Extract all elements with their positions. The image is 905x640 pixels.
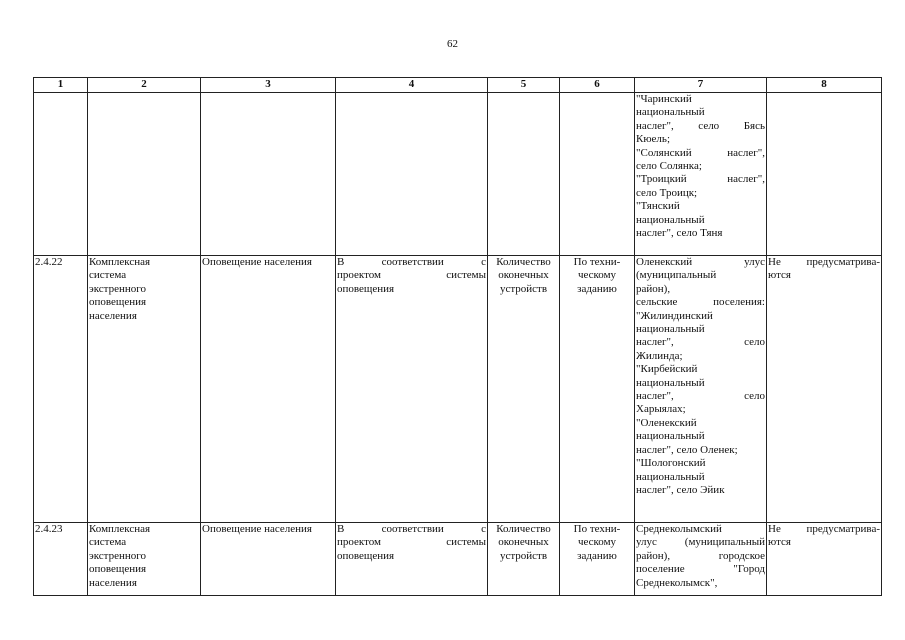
location-line: наслег", село Тяня — [636, 227, 723, 240]
column-header: 3 — [201, 78, 336, 93]
location-line: национальный — [636, 376, 705, 389]
purpose-cell — [201, 93, 336, 256]
measure-line: устройств — [499, 549, 548, 562]
location-line: район), — [636, 282, 671, 295]
zone-cell — [767, 523, 882, 596]
table-row — [34, 93, 882, 256]
location-line: "Жилиндинский — [636, 309, 713, 322]
table-row — [34, 523, 882, 596]
quantity-cell — [560, 523, 635, 596]
zone-line: Не предусматрива- — [768, 256, 880, 268]
purpose-text: Оповещение населения — [202, 256, 312, 268]
basis-line: оповещения — [337, 549, 395, 562]
system-name-line: оповещения — [89, 296, 147, 309]
zone-line: Не предусматрива- — [768, 523, 880, 535]
measure-line: оконечных — [498, 536, 549, 549]
system-name-line: оповещения — [89, 563, 147, 576]
system-name-line: Комплексная — [89, 523, 151, 535]
location-line: наслег", село Бясь — [636, 119, 765, 132]
basis-line: проектом системы — [337, 536, 486, 549]
location-line: национальный — [636, 430, 705, 443]
measure-line: Количество — [496, 523, 551, 535]
location-line: село Троицк; — [636, 186, 698, 199]
location-line: поселение "Город — [636, 563, 765, 576]
location-line: "Троицкий наслег", — [636, 173, 765, 186]
quantity-line: ческому — [577, 536, 617, 549]
measure-line: Количество — [496, 256, 551, 268]
table-row — [34, 256, 882, 523]
table-body — [34, 93, 882, 596]
quantity-line: По техни- — [573, 256, 621, 268]
location-line: наслег", село Эйик — [636, 483, 725, 496]
column-header: 5 — [488, 78, 560, 93]
zone-cell — [767, 256, 882, 523]
location-line: (муниципальный — [636, 269, 717, 282]
system-name-cell — [88, 256, 201, 523]
quantity-cell — [560, 256, 635, 523]
location-line: "Тянский — [636, 200, 680, 213]
basis-line: В соответствии с — [337, 256, 486, 268]
location-line: национальный — [636, 470, 705, 483]
location-line: национальный — [636, 213, 705, 226]
document-table — [33, 77, 882, 596]
item-number-cell: 2.4.22 — [34, 256, 88, 523]
column-header: 1 — [34, 78, 88, 93]
basis-line: оповещения — [337, 282, 395, 295]
purpose-text: Оповещение населения — [202, 523, 312, 535]
table-header-row — [34, 78, 882, 93]
system-name-cell — [88, 93, 201, 256]
quantity-cell — [560, 93, 635, 256]
location-line: "Солянский наслег", — [636, 146, 765, 159]
quantity-line: заданию — [577, 282, 617, 295]
measure-line: оконечных — [498, 269, 549, 282]
system-name-line: экстренного — [89, 282, 147, 295]
location-line: Среднеколымск", — [636, 576, 718, 589]
item-number-cell: 2.4.23 — [34, 523, 88, 596]
system-name-line: система — [89, 269, 127, 282]
basis-cell — [336, 523, 488, 596]
location-line: наслег", село Оленек; — [636, 443, 738, 456]
location-line: район), городское — [636, 549, 765, 562]
location-line: "Шологонский — [636, 457, 706, 470]
zone-cell — [767, 93, 882, 256]
system-name-line: Комплексная — [89, 256, 151, 268]
location-line: национальный — [636, 323, 705, 336]
measure-cell — [488, 93, 560, 256]
purpose-cell — [201, 523, 336, 596]
location-line: Жилинда; — [636, 349, 683, 362]
location-line: "Чаринский — [636, 93, 692, 105]
system-name-cell — [88, 523, 201, 596]
system-name-line: населения — [89, 309, 137, 322]
measure-cell — [488, 523, 560, 596]
item-number-cell — [34, 93, 88, 256]
basis-cell — [336, 256, 488, 523]
purpose-cell — [201, 256, 336, 523]
location-line: село Солянка; — [636, 160, 702, 173]
location-line: улус (муниципальный — [636, 536, 765, 549]
system-name-line: система — [89, 536, 127, 549]
column-header: 7 — [635, 78, 767, 93]
quantity-line: заданию — [577, 549, 617, 562]
zone-line: ются — [768, 536, 791, 549]
location-cell — [635, 523, 767, 596]
basis-line: В соответствии с — [337, 523, 486, 535]
zone-line: ются — [768, 269, 791, 282]
location-line: "Кирбейский — [636, 363, 698, 376]
column-header: 2 — [88, 78, 201, 93]
location-line: Кюель; — [636, 133, 670, 146]
basis-cell — [336, 93, 488, 256]
basis-line: проектом системы — [337, 269, 486, 282]
location-line: "Оленекский — [636, 416, 697, 429]
system-name-line: экстренного — [89, 549, 147, 562]
measure-line: устройств — [499, 282, 548, 295]
quantity-line: По техни- — [573, 523, 621, 535]
column-header: 8 — [767, 78, 882, 93]
location-line: Оленекский улус — [636, 256, 765, 268]
location-line: наслег", село — [636, 390, 765, 403]
location-cell — [635, 93, 767, 256]
measure-cell — [488, 256, 560, 523]
location-cell — [635, 256, 767, 523]
location-line: Среднеколымский — [636, 523, 722, 535]
column-header: 6 — [560, 78, 635, 93]
system-name-line: населения — [89, 576, 137, 589]
page-number: 62 — [447, 38, 458, 50]
column-header: 4 — [336, 78, 488, 93]
quantity-line: ческому — [577, 269, 617, 282]
location-line: сельские поселения: — [636, 296, 765, 309]
location-line: национальный — [636, 106, 705, 119]
location-line: наслег", село — [636, 336, 765, 349]
location-line: Харыялах; — [636, 403, 686, 416]
